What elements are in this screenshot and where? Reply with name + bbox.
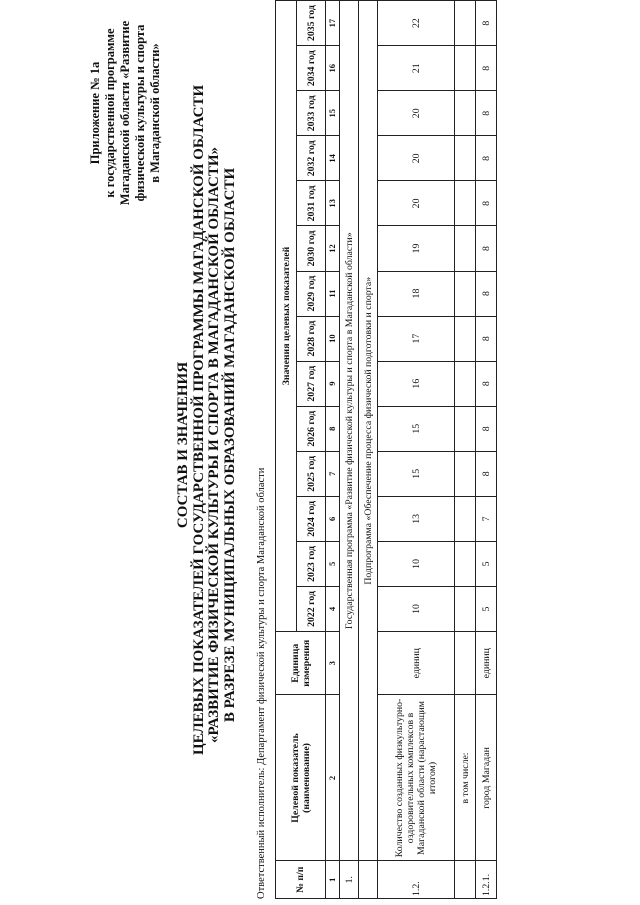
row-value: 8 (476, 451, 497, 496)
column-number: 13 (326, 181, 340, 226)
row-value (455, 496, 476, 541)
header-year: 2033 год (297, 91, 326, 136)
row-value: 20 (378, 91, 455, 136)
column-number: 15 (326, 91, 340, 136)
subprogram-row (359, 1, 378, 899)
row-value: 20 (378, 181, 455, 226)
row-value: 5 (476, 586, 497, 631)
column-number: 2 (326, 695, 340, 861)
row-value (455, 361, 476, 406)
header-num: № п/п (276, 861, 326, 899)
row-value: 5 (476, 541, 497, 586)
row-value (455, 541, 476, 586)
column-number: 17 (326, 1, 340, 46)
row-value (455, 181, 476, 226)
row-value (455, 1, 476, 46)
header-unit: Единица измерения (276, 632, 326, 695)
row-value: 19 (378, 226, 455, 271)
row-value: 18 (378, 271, 455, 316)
header-name: Целевой показатель (наименование) (276, 695, 326, 861)
column-number: 6 (326, 496, 340, 541)
header-year: 2030 год (297, 226, 326, 271)
row-value: 10 (378, 586, 455, 631)
row-value (455, 586, 476, 631)
column-number: 9 (326, 361, 340, 406)
column-numbers-row (326, 1, 340, 899)
row-value: 8 (476, 46, 497, 91)
header-year: 2024 год (297, 496, 326, 541)
header-values: Значения целевых показателей (276, 1, 297, 632)
header-year: 2025 год (297, 451, 326, 496)
table-row (476, 1, 497, 899)
title-line: «РАЗВИТИЕ ФИЗИЧЕСКОЙ КУЛЬТУРЫ И СПОРТА В МАГАДАНСКОЙ ОБЛАСТИ» (206, 147, 222, 743)
title-line: В РАЗРЕЗЕ МУНИЦИПАЛЬНЫХ ОБРАЗОВАНИЙ МАГАДАНСКОЙ ОБЛАСТИ (221, 167, 238, 723)
column-number: 11 (326, 271, 340, 316)
header-year: 2022 год (297, 586, 326, 631)
title-line: ЦЕЛЕВЫХ ПОКАЗАТЕЛЕЙ ГОСУДАРСТВЕННОЙ ПРОГРАММЫ МАГАДАНСКОЙ ОБЛАСТИ (190, 84, 207, 755)
row-num (455, 861, 476, 899)
program-row (340, 1, 359, 899)
header-year: 2027 год (297, 361, 326, 406)
document-title (175, 84, 238, 755)
header-year: 2035 год (297, 1, 326, 46)
row-value (455, 46, 476, 91)
row-value (455, 91, 476, 136)
row-name: в том числе: (455, 695, 476, 861)
column-number: 3 (326, 632, 340, 695)
responsible-executor: Ответственный исполнитель: Департамент физической культуры и спорта Магаданской области (256, 467, 267, 899)
header-year: 2032 год (297, 136, 326, 181)
header-year: 2026 год (297, 406, 326, 451)
row-value: 8 (476, 181, 497, 226)
row-value: 8 (476, 406, 497, 451)
header-year: 2031 год (297, 181, 326, 226)
appendix-line: Приложение № 1а (88, 61, 102, 165)
row-value: 8 (476, 271, 497, 316)
row-value: 16 (378, 361, 455, 406)
appendix-line: физической культуры и спорта (133, 24, 147, 202)
column-number: 8 (326, 406, 340, 451)
indicators-table (275, 0, 497, 899)
header-year: 2023 год (297, 541, 326, 586)
row-value: 10 (378, 541, 455, 586)
column-number: 14 (326, 136, 340, 181)
row-value: 13 (378, 496, 455, 541)
row-value: 8 (476, 1, 497, 46)
row-value (455, 406, 476, 451)
column-number: 16 (326, 46, 340, 91)
row-unit: единиц (476, 632, 497, 695)
row-name: Количество созданных физкультурно-оздоровительных комплексов в Магаданской области (нарастающим итогом) (378, 695, 455, 861)
column-number: 7 (326, 451, 340, 496)
appendix-line: к государственной программе (103, 28, 117, 198)
appendix-note (88, 13, 163, 213)
row-unit (455, 632, 476, 695)
column-number: 12 (326, 226, 340, 271)
column-number: 4 (326, 586, 340, 631)
row-value: 8 (476, 91, 497, 136)
row-value (455, 451, 476, 496)
appendix-line: в Магаданской области» (148, 43, 162, 183)
subprogram-title: Подпрограмма «Обеспечение процесса физической подготовки и спорта» (359, 1, 378, 861)
header-year: 2028 год (297, 316, 326, 361)
row-value: 8 (476, 361, 497, 406)
row-value: 17 (378, 316, 455, 361)
row-num: 1.2. (378, 861, 455, 899)
row-value: 21 (378, 46, 455, 91)
row-value: 22 (378, 1, 455, 46)
row-value: 15 (378, 451, 455, 496)
row-value: 20 (378, 136, 455, 181)
column-number: 1 (326, 861, 340, 899)
table-row (455, 1, 476, 899)
header-year: 2034 год (297, 46, 326, 91)
row-value (455, 316, 476, 361)
row-unit: единиц (378, 632, 455, 695)
row-value: 7 (476, 496, 497, 541)
row-value (455, 136, 476, 181)
row-num: 1.2.1. (476, 861, 497, 899)
appendix-line: Магаданской области «Развитие (118, 20, 132, 206)
subprogram-num (359, 861, 378, 899)
program-num: 1. (340, 861, 359, 899)
title-line: СОСТАВ И ЗНАЧЕНИЯ (175, 361, 191, 529)
header-year: 2029 год (297, 271, 326, 316)
row-value: 8 (476, 226, 497, 271)
row-value (455, 226, 476, 271)
column-number: 10 (326, 316, 340, 361)
table-body (340, 1, 497, 899)
row-value: 8 (476, 316, 497, 361)
row-value: 15 (378, 406, 455, 451)
row-name: город Магадан (476, 695, 497, 861)
program-title: Государственная программа «Развитие физической культуры и спорта в Магаданской области» (340, 1, 359, 861)
table-row (378, 1, 455, 899)
row-value (455, 271, 476, 316)
column-number: 5 (326, 541, 340, 586)
row-value: 8 (476, 136, 497, 181)
